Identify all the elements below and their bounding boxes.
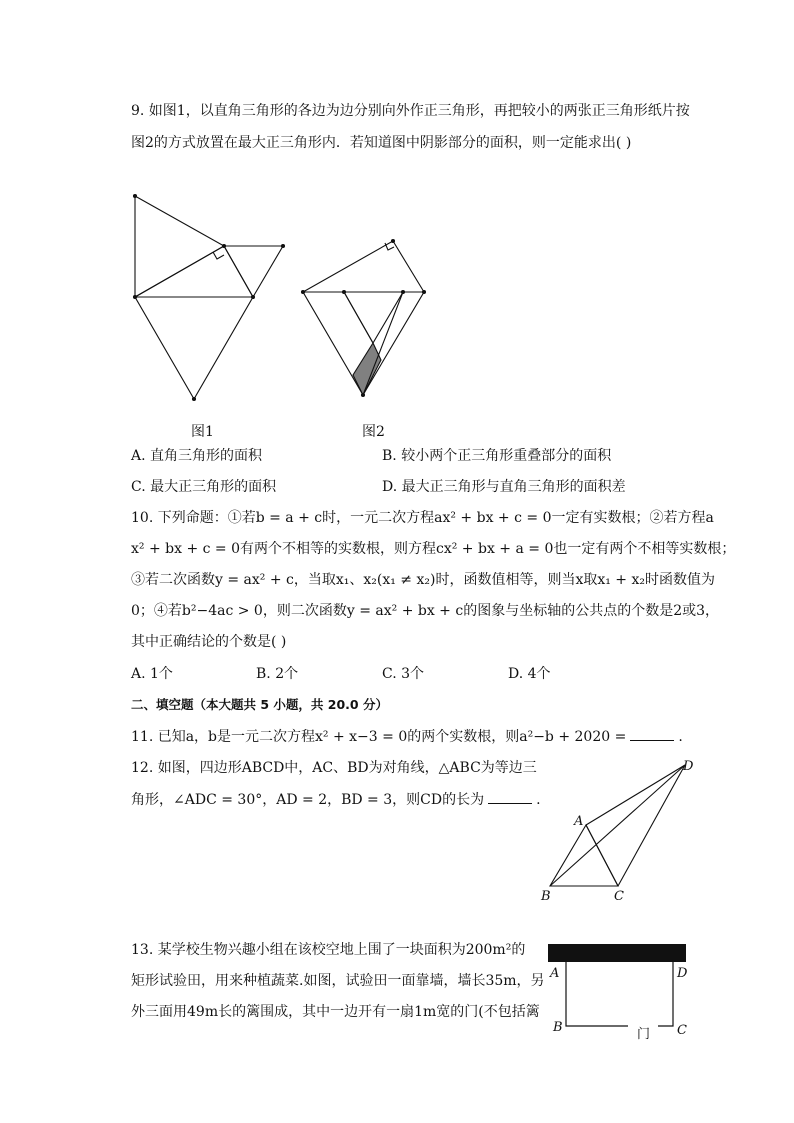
- q10-line1: 10. 下列命题：①若b = a + c时，一元二次方程ax² + bx + c = 0一定有实数根；②若方程a: [131, 510, 714, 526]
- fig2-right-triangle: [303, 241, 424, 292]
- fig1-bottom-triangle: [135, 297, 253, 399]
- fig2-medium-triangle: [344, 292, 403, 343]
- q11-answer-blank: [630, 726, 674, 741]
- q12-line2-wrap: [131, 789, 541, 810]
- q11-text: 11. 已知a，b是一元二次方程x² + x−3 = 0的两个实数根，则a²−b + 2020 =: [131, 729, 627, 745]
- q10-line3: ③若二次函数y = ax² + c，当取x₁、x₂(x₁ ≠ x₂)时，函数值相等，则当x取x₁ + x₂时函数值为: [131, 572, 715, 588]
- q9-line1: 9. 如图1，以直角三角形的各边为边分别向外作正三角形，再把较小的两张正三角形纸片按: [131, 103, 690, 119]
- q9-option-d: D. 最大正三角形与直角三角形的面积差: [382, 479, 626, 495]
- figure-q12: [550, 765, 685, 886]
- q9-line2: 图2的方式放置在最大正三角形内．若知道图中阴影部分的面积，则一定能求出( ): [131, 135, 632, 151]
- q12-line1: 12. 如图，四边形ABCD中，AC、BD为对角线，△ABC为等边三: [131, 760, 537, 776]
- q13-line1: 13. 某学校生物兴趣小组在该校空地上围了一块面积为200m²的: [131, 942, 526, 958]
- q13-wall: [548, 944, 686, 962]
- q10-line2: x² + bx + c = 0有两个不相等的实数根，则方程cx² + bx + a = 0也一定有两个不相等实数根；: [131, 541, 736, 557]
- q12-label-d: D: [683, 759, 694, 774]
- q13-door-label: 门: [637, 1027, 651, 1042]
- fig1-right-triangle: [224, 246, 283, 297]
- q10-line4: 0；④若b²−4ac > 0，则二次函数y = ax² + bx + c的图象与坐标轴的公共点的个数是2或3，: [131, 603, 720, 619]
- figure-2: [302, 240, 426, 397]
- q11-line: [131, 726, 683, 747]
- q12-label-b: B: [541, 889, 551, 904]
- q12-label-a: A: [574, 814, 584, 829]
- q12-answer-blank: [488, 789, 532, 804]
- figure-1: [134, 195, 285, 401]
- q12-line2: 角形，∠ADC = 30°，AD = 2，BD = 3，则CD的长为: [131, 792, 485, 808]
- q10-option-a: A. 1个: [131, 666, 173, 682]
- fig2-right-angle-mark: [385, 243, 394, 250]
- q13-label-d: D: [677, 966, 688, 981]
- q9-option-c: C. 最大正三角形的面积: [131, 479, 277, 495]
- q13-line2: 矩形试验田，用来种植蔬菜.如图，试验田一面靠墙，墙长35m，另: [131, 973, 545, 989]
- section-heading-fill-in: 二、填空题（本大题共 5 小题，共 20.0 分）: [131, 697, 388, 712]
- q9-option-b: B. 较小两个正三角形重叠部分的面积: [382, 448, 612, 464]
- q10-line5: 其中正确结论的个数是( ): [131, 634, 287, 650]
- fig1-left-triangle: [135, 196, 224, 297]
- q9-option-a: A. 直角三角形的面积: [131, 448, 263, 464]
- q10-option-b: B. 2个: [256, 666, 299, 682]
- q13-label-a: A: [550, 966, 560, 981]
- fig1-caption: 图1: [191, 424, 214, 440]
- q13-label-b: B: [553, 1020, 563, 1035]
- fig2-shaded-region: [353, 343, 381, 395]
- q10-option-d: D. 4个: [508, 666, 551, 682]
- q11-end: .: [678, 729, 683, 745]
- fig1-right-angle-mark: [213, 252, 224, 259]
- q13-line3: 外三面用49m长的篱围成，其中一边开有一扇1m宽的门(不包括篱: [131, 1004, 540, 1020]
- q12-end: .: [536, 792, 541, 808]
- fig2-caption: 图2: [362, 424, 385, 440]
- fig1-right-angle-triangle: [135, 246, 253, 297]
- q13-label-c: C: [677, 1023, 687, 1038]
- figure-q13: [548, 944, 686, 1026]
- q12-label-c: C: [614, 889, 624, 904]
- q10-option-c: C. 3个: [382, 666, 425, 682]
